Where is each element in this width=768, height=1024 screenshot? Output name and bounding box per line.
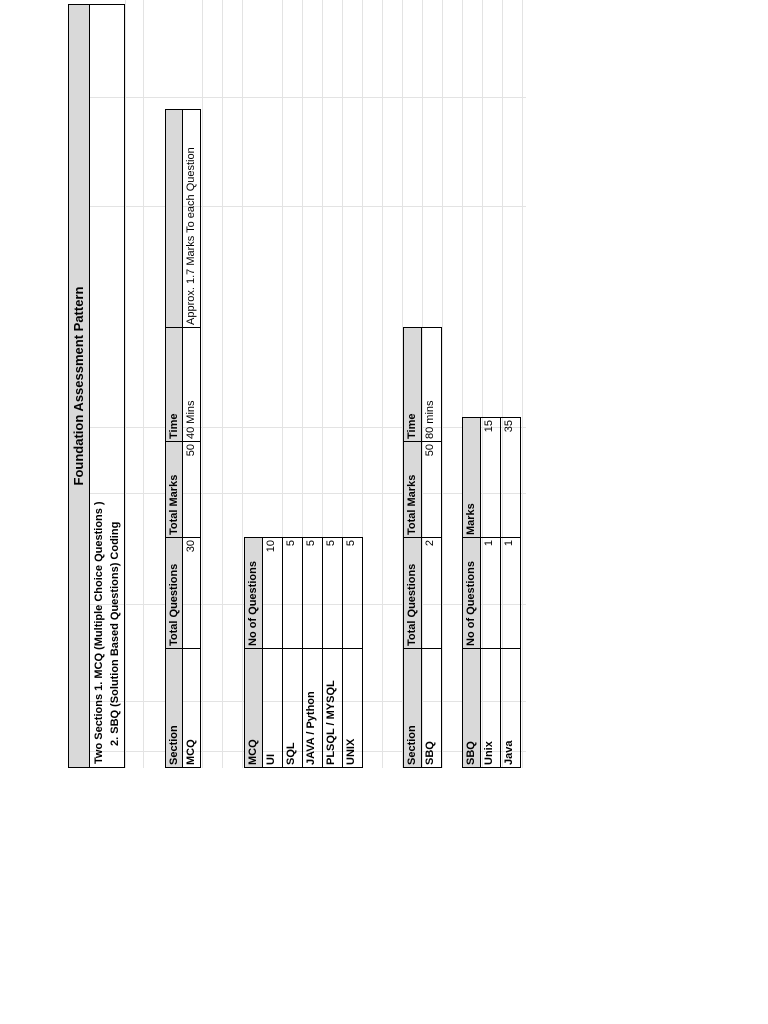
sbq-summary-total-marks: 50 (421, 441, 442, 538)
grid-line (68, 493, 526, 494)
grid-line (222, 0, 223, 768)
sbq-breakdown-header-marks: Marks (462, 417, 481, 538)
mcq-summary-time: 40 Mins (182, 327, 201, 442)
grid-line (68, 206, 526, 207)
mcq-breakdown-count: 10 (262, 537, 283, 649)
grid-line (442, 0, 443, 768)
mcq-breakdown-subject: SQL (282, 648, 303, 768)
mcq-breakdown-header-subject: MCQ (244, 648, 263, 768)
mcq-summary-header-total-marks: Total Marks (165, 441, 183, 538)
grid-line (68, 427, 526, 428)
spreadsheet-sheet (68, 0, 526, 768)
sbq-summary-section: SBQ (421, 648, 442, 768)
grid-line (202, 0, 203, 768)
sbq-breakdown-subject: Java (500, 648, 521, 768)
mcq-summary-header-note (165, 109, 183, 328)
mcq-summary-header-total-questions: Total Questions (165, 537, 183, 649)
sbq-breakdown-header-subject: SBQ (462, 648, 481, 768)
mcq-breakdown-subject: JAVA / Python (302, 648, 323, 768)
mcq-summary-header-time: Time (165, 327, 183, 442)
mcq-summary-total-questions: 30 (182, 537, 201, 649)
mcq-breakdown-subject: UNIX (342, 648, 363, 768)
page-title: Foundation Assessment Pattern (71, 286, 86, 486)
mcq-breakdown-count: 5 (342, 537, 363, 649)
mcq-breakdown-header-count: No of Questions (244, 537, 263, 649)
grid-line (68, 97, 526, 98)
mcq-breakdown-subject: PLSQL / MYSQL (322, 648, 343, 768)
sbq-summary-total-questions: 2 (421, 537, 442, 649)
sbq-summary-header-total-marks: Total Marks (403, 441, 422, 538)
mcq-breakdown-subject: UI (262, 648, 283, 768)
mcq-summary-header-section: Section (165, 648, 183, 768)
mcq-breakdown-count: 5 (282, 537, 303, 649)
grid-line (143, 0, 144, 768)
description-line-2: 2. SBQ (Solution Based Questions) Coding (109, 521, 121, 746)
mcq-summary-total-marks: 50 (182, 441, 201, 538)
sbq-breakdown-header-count: No of Questions (462, 537, 481, 649)
mcq-breakdown-count: 5 (302, 537, 323, 649)
sbq-summary-time: 80 mins (421, 327, 442, 442)
sbq-summary-header-time: Time (403, 327, 422, 442)
grid-line (242, 0, 243, 768)
sbq-breakdown-marks: 15 (480, 417, 501, 538)
mcq-breakdown-count: 5 (322, 537, 343, 649)
description-line-1: Two Sections 1. MCQ (Multiple Choice Questions ) (93, 501, 105, 764)
grid-line (382, 0, 383, 768)
sbq-summary-header-section: Section (403, 648, 422, 768)
sbq-breakdown-count: 1 (480, 537, 501, 649)
mcq-summary-section: MCQ (182, 648, 201, 768)
sbq-breakdown-marks: 35 (500, 417, 521, 538)
grid-line (522, 0, 523, 768)
sbq-summary-header-total-questions: Total Questions (403, 537, 422, 649)
mcq-summary-note: Approx. 1.7 Marks To each Question (182, 109, 201, 328)
grid-line (125, 0, 126, 768)
sbq-breakdown-subject: Unix (480, 648, 501, 768)
sbq-breakdown-count: 1 (500, 537, 521, 649)
